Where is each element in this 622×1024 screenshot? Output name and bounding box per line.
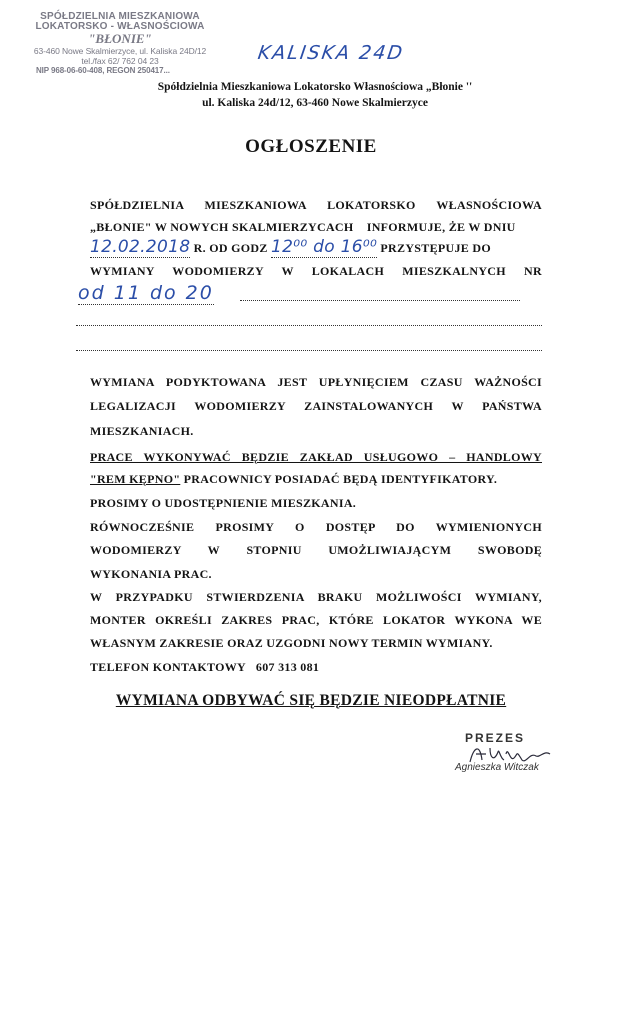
handwritten-street: KALISKA 24D: [256, 42, 406, 64]
body-line: PRACE WYKONYWAĆ BĘDZIE ZAKŁAD USŁUGOWO – HANDLOWY: [90, 450, 542, 464]
body-line: WYKONANIA PRAC.: [90, 567, 212, 581]
dotted-line: [240, 300, 520, 301]
stamp-line: 63-460 Nowe Skalmierzyce, ul. Kaliska 24D/12: [33, 46, 207, 56]
phone-label: TELEFON KONTAKTOWY: [90, 660, 246, 674]
stamp-line: tel./fax 62/ 762 04 23: [81, 56, 159, 66]
body-text: R. OD GODZ: [193, 241, 268, 255]
page-title: OGŁOSZENIE: [245, 136, 377, 157]
stamp-line: "BŁONIE": [88, 31, 152, 46]
body-text: „BŁONIE" W NOWYCH SKALMIERZYCACH: [90, 220, 354, 234]
footer-notice: WYMIANA ODBYWAĆ SIĘ BĘDZIE NIEODPŁATNIE: [115, 692, 507, 709]
body-line: PROSIMY O UDOSTĘPNIENIE MIESZKANIA.: [90, 496, 357, 510]
header-address: ul. Kaliska 24d/12, 63-460 Nowe Skalmierzyce: [202, 97, 428, 109]
dotted-line: [76, 325, 542, 326]
body-line: WŁASNYM ZAKRESIE ORAZ UZGODNI NOWY TERMIN WYMIANY.: [90, 636, 493, 650]
body-text: INFORMUJE, ŻE W DNIU: [366, 220, 516, 234]
body-line: SPÓŁDZIELNIA MIESZKANIOWA LOKATORSKO WŁASNOŚCIOWA: [90, 198, 542, 212]
header-org: Spółdzielnia Mieszkaniowa Lokatorsko Własnościowa „Błonie '': [157, 81, 473, 93]
body-line: W PRZYPADKU STWIERDZENIA BRAKU MOŻLIWOŚCI WYMIANY,: [90, 590, 542, 604]
body-line: [90, 237, 542, 257]
contractor-name: "REM KĘPNO": [90, 472, 181, 486]
body-text: PRZYSTĘPUJE DO: [380, 241, 491, 255]
body-line: [90, 220, 542, 235]
body-line: MIESZKANIACH.: [90, 424, 194, 438]
handwritten-hours: 12⁰⁰ do 16⁰⁰: [270, 237, 378, 257]
body-line: WYMIANA PODYKTOWANA JEST UPŁYNIĘCIEM CZASU WAŻNOŚCI: [90, 375, 542, 389]
phone-line: [90, 660, 542, 675]
body-line: WYMIANY WODOMIERZY W LOKALACH MIESZKALNYCH NR: [90, 264, 542, 278]
stamp-line: LOKATORSKO - WŁASNOŚCIOWA: [35, 21, 205, 32]
dotted-line: [76, 350, 542, 351]
body-line: MONTER OKREŚLI ZAKRES PRAC, KTÓRE LOKATOR WYKONA WE: [90, 613, 542, 627]
stamp-line: NIP 968-06-60-408, REGON 250417...: [36, 66, 170, 75]
signature-name: Agnieszka Witczak: [455, 762, 539, 773]
body-text: PRACOWNICY POSIADAĆ BĘDĄ IDENTYFIKATORY.: [183, 472, 498, 486]
body-line: RÓWNOCZEŚNIE PROSIMY O DOSTĘP DO WYMIENIONYCH: [90, 520, 542, 534]
signature-role: PREZES: [465, 731, 526, 745]
phone-number: 607 313 081: [255, 660, 320, 674]
handwritten-date: 12.02.2018: [90, 237, 191, 257]
stamp-line: SPÓŁDZIELNIA MIESZKANIOWA: [40, 11, 200, 22]
handwritten-unit-numbers: od 11 do 20: [78, 282, 214, 304]
body-line: [90, 472, 542, 487]
body-line: WODOMIERZY W STOPNIU UMOŻLIWIAJĄCYM SWOBODĘ: [90, 543, 542, 557]
cooperative-stamp: [22, 12, 218, 76]
body-line: LEGALIZACJI WODOMIERZY ZAINSTALOWANYCH W PAŃSTWA: [90, 399, 542, 413]
